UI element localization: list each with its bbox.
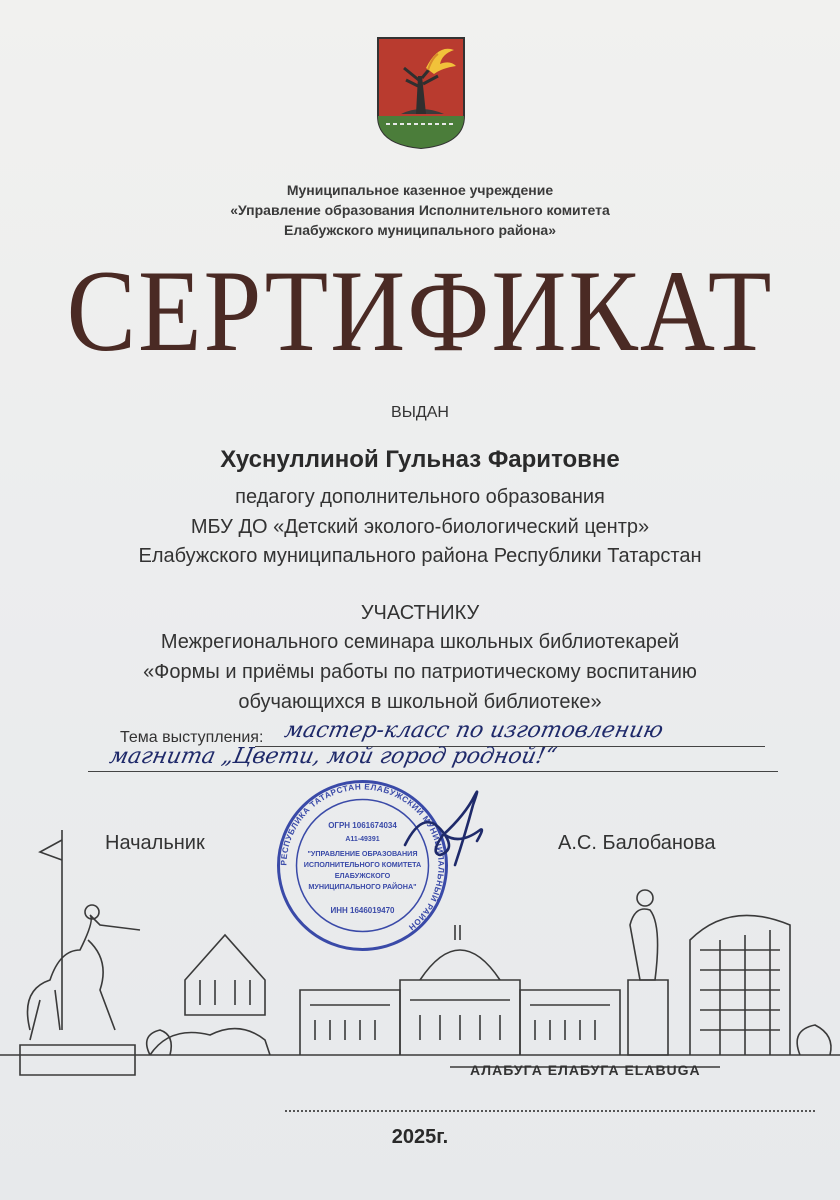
- stamp-outer-text: РЕСПУБЛИКА ТАТАРСТАН ЕЛАБУЖСКИЙ МУНИЦИПАЛЬНЫЙ РАЙОН: [279, 782, 446, 933]
- stamp-code: А11-49391: [345, 836, 380, 843]
- topic-handwritten-2: магнита „Цвети, мой город родной!“: [107, 744, 559, 769]
- topic-rule-2: [88, 771, 778, 772]
- issuer-line-1: Муниципальное казенное учреждение: [286, 182, 554, 198]
- stamp-center-1: "УПРАВЛЕНИЕ ОБРАЗОВАНИЯ: [307, 849, 418, 858]
- topic-label: Тема выступления:: [120, 729, 264, 746]
- recipient-position: педагогу дополнительного образования: [235, 486, 605, 508]
- issuer-line-3: Елабужского муниципального района»: [283, 222, 557, 238]
- certificate-title: СЕРТИФИКАТ: [66, 247, 774, 376]
- stamp-center-2: ИСПОЛНИТЕЛЬНОГО КОМИТЕТА: [303, 860, 422, 869]
- topic-handwritten-1: мастер-класс по изготовлению: [282, 718, 666, 743]
- event-line-2: «Формы и приёмы работы по патриотическому воспитанию: [143, 661, 697, 683]
- stamp-inn: ИНН 1646019470: [330, 906, 395, 915]
- issued-label: ВЫДАН: [391, 404, 449, 421]
- participant-label: УЧАСТНИКУ: [360, 602, 480, 624]
- city-brand: АЛАБУГА ЕЛАБУГА ELABUGA: [470, 1062, 701, 1078]
- recipient-organization: МБУ ДО «Детский эколого-биологический центр»: [190, 516, 650, 538]
- stamp-center-3: ЕЛАБУЖСКОГО: [334, 871, 391, 880]
- year: 2025г.: [391, 1126, 449, 1148]
- recipient-name: Хуснуллиной Гульназ Фаритовне: [220, 446, 620, 473]
- event-line-3: обучающихся в школьной библиотеке»: [238, 691, 602, 713]
- stamp-ogrn: ОГРН 1061674034: [328, 821, 397, 830]
- coat-of-arms-icon: [376, 36, 466, 150]
- issuer-line-2: «Управление образования Исполнительного комитета: [230, 202, 610, 218]
- signature-name: А.С. Балобанова: [558, 832, 716, 854]
- signature-role: Начальник: [105, 832, 205, 854]
- handwritten-signature: [385, 775, 495, 885]
- recipient-region: Елабужского муниципального района Республики Татарстан: [138, 545, 702, 567]
- event-line-1: Межрегионального семинара школьных библиотекарей: [160, 631, 680, 653]
- stamp-center-4: МУНИЦИПАЛЬНОГО РАЙОНА": [308, 882, 417, 891]
- footer-dotted-line: [285, 1110, 815, 1112]
